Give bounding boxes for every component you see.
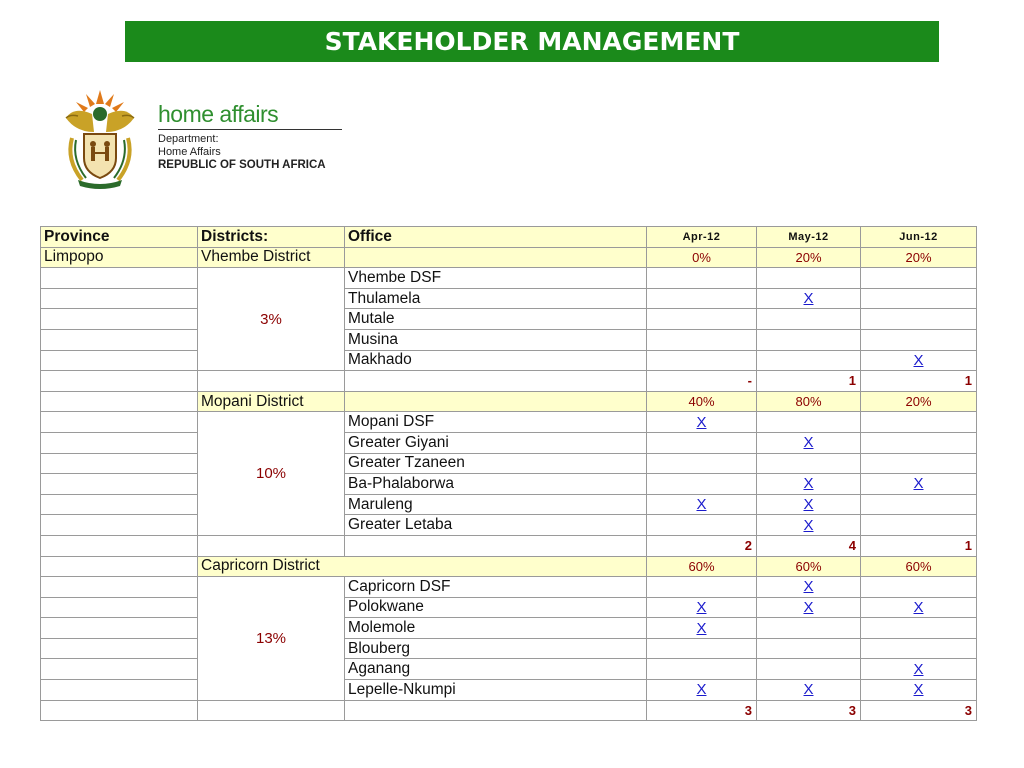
province-cell: Limpopo: [41, 247, 198, 268]
district-office-cell: [345, 247, 647, 268]
attendance-cell: [647, 659, 757, 680]
attendance-cell: [647, 309, 757, 330]
province-cell-empty: [41, 680, 198, 701]
office-row: [41, 680, 977, 701]
office-row: [41, 453, 977, 474]
province-cell-empty: [41, 535, 198, 556]
attendance-cell: [647, 350, 757, 371]
attendance-mark-link[interactable]: X: [861, 659, 977, 680]
office-name: Mutale: [345, 309, 647, 330]
month-total: -: [647, 371, 757, 392]
province-cell-empty: [41, 618, 198, 639]
office-row: [41, 268, 977, 289]
brand-name: home affairs: [158, 101, 279, 127]
office-row: [41, 577, 977, 598]
attendance-mark-link[interactable]: X: [861, 474, 977, 495]
district-share: 10%: [198, 412, 345, 536]
attendance-cell: [861, 638, 977, 659]
office-row: [41, 597, 977, 618]
district-percent: 80%: [757, 391, 861, 412]
attendance-mark-link[interactable]: X: [757, 494, 861, 515]
totals-row: [41, 371, 977, 392]
province-cell-empty: [41, 432, 198, 453]
province-cell-empty: [41, 638, 198, 659]
office-row: [41, 618, 977, 639]
office-name: Mopani DSF: [345, 412, 647, 433]
district-row: [41, 556, 977, 577]
province-cell-empty: [41, 412, 198, 433]
attendance-cell: [647, 268, 757, 289]
attendance-cell: [861, 515, 977, 536]
month-total: 1: [861, 535, 977, 556]
office-name: Polokwane: [345, 597, 647, 618]
district-share: 13%: [198, 577, 345, 701]
month-total: 3: [757, 700, 861, 721]
attendance-cell: [647, 577, 757, 598]
month-total: 1: [861, 371, 977, 392]
attendance-cell: [757, 268, 861, 289]
office-name: Makhado: [345, 350, 647, 371]
attendance-cell: [647, 432, 757, 453]
attendance-mark-link[interactable]: X: [757, 577, 861, 598]
office-name: Greater Giyani: [345, 432, 647, 453]
district-percent: 60%: [757, 556, 861, 577]
district-office-cell: [345, 391, 647, 412]
attendance-cell: [647, 329, 757, 350]
province-cell-empty: [41, 556, 198, 577]
office-name: Greater Tzaneen: [345, 453, 647, 474]
province-cell-empty: [41, 268, 198, 289]
month-total: 1: [757, 371, 861, 392]
attendance-mark-link[interactable]: X: [861, 350, 977, 371]
attendance-mark-link[interactable]: X: [647, 412, 757, 433]
office-name: Aganang: [345, 659, 647, 680]
attendance-cell: [861, 494, 977, 515]
district-percent: 40%: [647, 391, 757, 412]
attendance-cell: [757, 309, 861, 330]
attendance-cell: [757, 659, 861, 680]
attendance-cell: [757, 453, 861, 474]
attendance-cell: [647, 638, 757, 659]
attendance-cell: [647, 288, 757, 309]
office-name: Greater Letaba: [345, 515, 647, 536]
district-percent: 20%: [757, 247, 861, 268]
office-row: [41, 412, 977, 433]
attendance-mark-link[interactable]: X: [647, 618, 757, 639]
attendance-mark-link[interactable]: X: [647, 597, 757, 618]
office-row: [41, 329, 977, 350]
brand-block: [158, 102, 342, 172]
district-percent: 60%: [861, 556, 977, 577]
office-name: Musina: [345, 329, 647, 350]
district-row: [41, 391, 977, 412]
brand-line-department: Department:: [158, 133, 219, 145]
district-cell-empty: [198, 700, 345, 721]
province-cell-empty: [41, 453, 198, 474]
attendance-cell: [647, 453, 757, 474]
attendance-cell: [861, 453, 977, 474]
month-total: 4: [757, 535, 861, 556]
attendance-cell: [861, 412, 977, 433]
province-cell-empty: [41, 474, 198, 495]
province-cell-empty: [41, 659, 198, 680]
district-name: Vhembe District: [198, 247, 345, 268]
district-cell-empty: [198, 535, 345, 556]
district-row: [41, 247, 977, 268]
office-name: Thulamela: [345, 288, 647, 309]
attendance-mark-link[interactable]: X: [757, 474, 861, 495]
attendance-cell: [647, 474, 757, 495]
totals-row: [41, 535, 977, 556]
province-cell-empty: [41, 350, 198, 371]
header-month-jun: Jun-12: [861, 227, 977, 248]
attendance-mark-link[interactable]: X: [757, 288, 861, 309]
brand-line-home-affairs: Home Affairs: [158, 146, 221, 158]
header-province: Province: [41, 227, 198, 248]
district-percent: 20%: [861, 391, 977, 412]
attendance-cell: [861, 432, 977, 453]
district-cell-empty: [198, 371, 345, 392]
office-name: Vhembe DSF: [345, 268, 647, 289]
province-cell-empty: [41, 577, 198, 598]
header-districts: Districts:: [198, 227, 345, 248]
district-percent: 20%: [861, 247, 977, 268]
attendance-cell: [861, 329, 977, 350]
office-row: [41, 432, 977, 453]
province-cell-empty: [41, 597, 198, 618]
office-row: [41, 474, 977, 495]
attendance-cell: [861, 577, 977, 598]
district-percent: 60%: [647, 556, 757, 577]
totals-row: [41, 700, 977, 721]
office-name: Lepelle-Nkumpi: [345, 680, 647, 701]
office-cell-empty: [345, 700, 647, 721]
office-cell-empty: [345, 371, 647, 392]
coat-of-arms-icon: [60, 88, 140, 190]
attendance-mark-link[interactable]: X: [861, 597, 977, 618]
office-row: [41, 494, 977, 515]
brand-line-republic: REPUBLIC OF SOUTH AFRICA: [158, 159, 326, 171]
district-share: 3%: [198, 268, 345, 371]
attendance-cell: [757, 618, 861, 639]
attendance-mark-link[interactable]: X: [647, 494, 757, 515]
office-row: [41, 515, 977, 536]
header-office: Office: [345, 227, 647, 248]
office-name: Blouberg: [345, 638, 647, 659]
office-name: Molemole: [345, 618, 647, 639]
province-cell-empty: [41, 371, 198, 392]
home-affairs-logo: [60, 88, 350, 193]
province-cell-empty: [41, 700, 198, 721]
attendance-cell: [647, 515, 757, 536]
attendance-cell: [757, 329, 861, 350]
attendance-mark-link[interactable]: X: [757, 515, 861, 536]
attendance-mark-link[interactable]: X: [757, 597, 861, 618]
province-cell-empty: [41, 515, 198, 536]
district-name: Mopani District: [198, 391, 345, 412]
page-title: STAKEHOLDER MANAGEMENT: [125, 21, 939, 62]
attendance-cell: [861, 268, 977, 289]
month-total: 3: [647, 700, 757, 721]
attendance-mark-link[interactable]: X: [647, 680, 757, 701]
attendance-cell: [861, 618, 977, 639]
office-cell-empty: [345, 535, 647, 556]
attendance-cell: [861, 288, 977, 309]
office-row: [41, 638, 977, 659]
attendance-mark-link[interactable]: X: [861, 680, 977, 701]
table-body: [41, 227, 977, 721]
attendance-mark-link[interactable]: X: [757, 680, 861, 701]
province-cell-empty: [41, 309, 198, 330]
attendance-cell: [757, 412, 861, 433]
attendance-cell: [757, 350, 861, 371]
month-total: 2: [647, 535, 757, 556]
province-cell-empty: [41, 329, 198, 350]
attendance-mark-link[interactable]: X: [757, 432, 861, 453]
month-total: 3: [861, 700, 977, 721]
district-name: Capricorn District: [198, 556, 647, 577]
header-month-may: May-12: [757, 227, 861, 248]
office-row: [41, 350, 977, 371]
office-row: [41, 288, 977, 309]
province-cell-empty: [41, 494, 198, 515]
attendance-cell: [757, 638, 861, 659]
office-name: Maruleng: [345, 494, 647, 515]
province-cell-empty: [41, 391, 198, 412]
header-row: [41, 227, 977, 248]
office-name: Capricorn DSF: [345, 577, 647, 598]
province-cell-empty: [41, 288, 198, 309]
brand-divider: [158, 129, 342, 130]
header-month-apr: Apr-12: [647, 227, 757, 248]
stakeholder-table: [40, 226, 977, 721]
district-percent: 0%: [647, 247, 757, 268]
office-row: [41, 309, 977, 330]
attendance-cell: [861, 309, 977, 330]
office-row: [41, 659, 977, 680]
office-name: Ba-Phalaborwa: [345, 474, 647, 495]
